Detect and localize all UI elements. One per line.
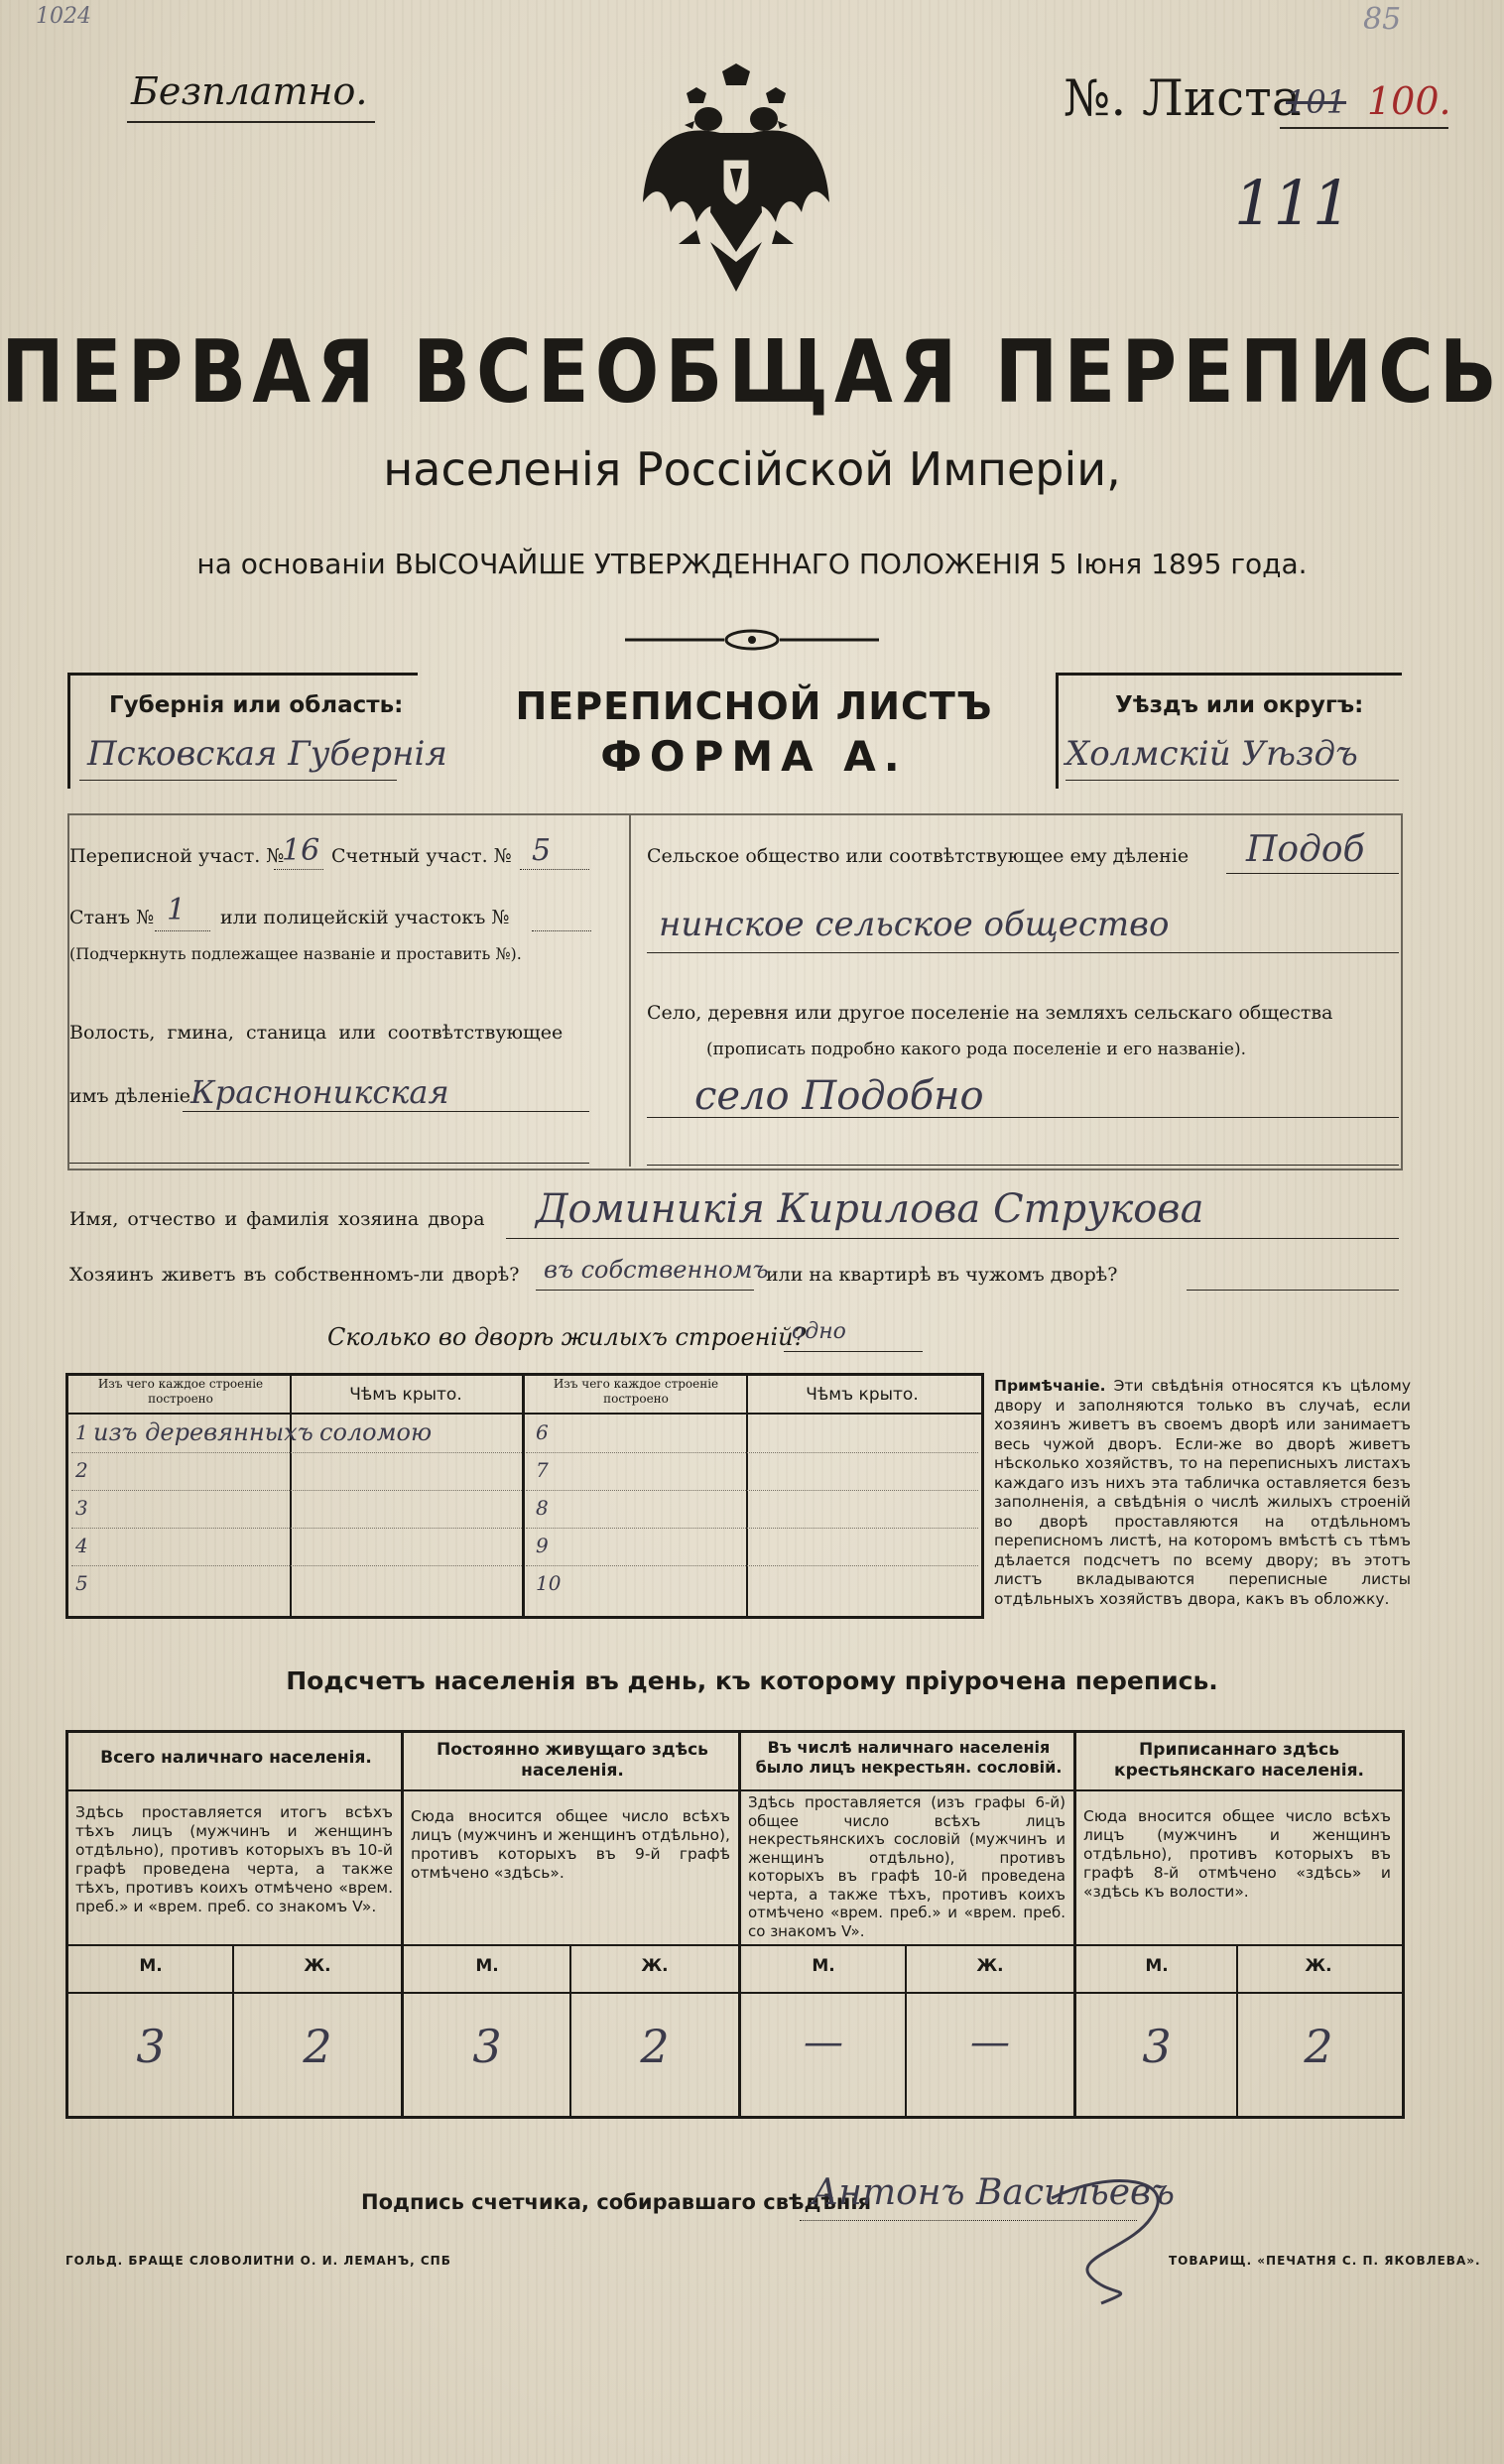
printer-mark-right: ТОВАРИЩ. «ПЕЧАТНЯ С. П. ЯКОВЛЕВА».: [1169, 2254, 1481, 2268]
row-line: [71, 1490, 522, 1491]
row-num: 4: [75, 1534, 88, 1557]
tally-col-desc: Здѣсь проставляется (изъ графы 6-й) общее число всѣхъ лицъ некрестьянскихъ сословій (мужчинъ и женщинъ отдѣльно), противъ которыхъ въ графѣ 10-й проведена черта, а также тѣхъ, противъ коихъ отмѣчено «врем. преб.» и «врем. преб. со знакомъ V».: [748, 1793, 1065, 1940]
owner-name-value[interactable]: Доминикія Кирилова Струкова: [536, 1186, 1204, 1232]
gubernia-underline: [79, 780, 397, 781]
row-num: 10: [536, 1571, 562, 1595]
society-line-2: [647, 952, 1399, 953]
free-underline: [127, 121, 375, 123]
tally-m-value[interactable]: 3: [1142, 2020, 1172, 2073]
volost-label-2: имъ дѣленіе: [69, 1085, 191, 1107]
buildings-table-middle: [522, 1373, 525, 1616]
tally-f-label: Ж.: [641, 1956, 669, 1976]
residence-label: Хозяинъ живетъ въ собственномъ-ли дворѣ?: [69, 1264, 520, 1286]
row-roof[interactable]: соломою: [319, 1418, 433, 1446]
buildings-col-material-right: Изъ чего каждое строеніе построено: [553, 1377, 719, 1406]
stan-line: [155, 930, 210, 931]
buildings-table: [65, 1373, 984, 1619]
tally-col-header: Въ числѣ наличнаго населенія было лицъ некрестьян. сословій.: [755, 1738, 1063, 1777]
sheet-number-label: №. Листа: [1064, 69, 1302, 127]
tally-m-value[interactable]: 3: [136, 2020, 166, 2073]
sheet-number-red: 100.: [1367, 79, 1451, 123]
volost-value[interactable]: Красноникская: [190, 1073, 449, 1111]
main-title: ПЕРВАЯ ВСЕОБЩАЯ ПЕРЕПИСЬ: [1, 320, 1503, 423]
tally-f-value[interactable]: 2: [640, 2020, 670, 2073]
signature-label: Подпись счетчика, собиравшаго свѣдѣнія: [361, 2190, 872, 2214]
tally-title: Подсчетъ населенія въ день, къ которому пріурочена перепись.: [286, 1666, 1218, 1695]
village-note: (прописать подробно какого рода поселеніе и его названіе).: [706, 1040, 1246, 1059]
free-label: Безплатно.: [131, 69, 368, 113]
form-letter: ФОРМА А.: [600, 732, 908, 781]
corner-number-right: 85: [1363, 2, 1402, 37]
note-text: Эти свѣдѣнія относятся къ цѣлому двору и заполняются только въ случаѣ, если хозяинъ живетъ въ своемъ дворѣ или занимаетъ весь чужой дворъ. Если-же во дворѣ живетъ нѣсколько хозяйствъ, то на переписныхъ листахъ каждаго изъ нихъ эта табличка оставляется безъ заполненія, а свѣдѣнія о числѣ жилыхъ строеній во дворѣ проставляются на отдѣльномъ переписномъ листѣ, на которомъ вмѣстѣ съ тѣмъ дѣлается подсчетъ по всему двору; въ этотъ листъ вкладываются переписные листы отдѣльныхъ хозяйствъ двора, какъ въ обложку.: [994, 1377, 1411, 1608]
form-title: ПЕРЕПИСНОЙ ЛИСТЪ: [515, 684, 993, 728]
buildings-col-roof-right: Чѣмъ крыто.: [806, 1385, 919, 1405]
police-line: [532, 930, 591, 931]
tally-f-value[interactable]: 2: [303, 2020, 332, 2073]
counting-district-value[interactable]: 5: [532, 833, 552, 868]
counting-district-label: Счетный участ. №: [331, 845, 512, 867]
row-material[interactable]: изъ деревянныхъ: [93, 1418, 313, 1446]
corner-number-left: 1024: [36, 4, 91, 29]
tally-m-label: М.: [475, 1956, 499, 1976]
tally-f-value[interactable]: —: [970, 2020, 1010, 2065]
buildings-label: Сколько во дворѣ жилыхъ строеній?: [327, 1323, 807, 1351]
ornament-divider: [625, 625, 879, 655]
tally-desc-line: [65, 1944, 1405, 1946]
sheet-number-handwritten: 111: [1234, 167, 1352, 239]
apartment-label: или на квартирѣ въ чужомъ дворѣ?: [766, 1264, 1118, 1286]
apartment-line: [1187, 1290, 1399, 1291]
buildings-line: [784, 1351, 923, 1352]
village-line-1: [647, 1117, 1399, 1118]
volost-label: Волость, гмина, станица или соотвѣтствующее: [69, 1022, 564, 1044]
buildings-col-left: [290, 1373, 292, 1616]
tally-col-header: Всего наличнаго населенія.: [100, 1748, 372, 1768]
tally-col-desc: Здѣсь проставляется итогъ всѣхъ тѣхъ лицъ (мужчинъ и женщинъ отдѣльно), противъ которыхъ въ 10-й графѣ проведена черта, а также тѣхъ, противъ коихъ отмѣчено «врем. преб.» и «врем. преб. со знакомъ V».: [75, 1803, 393, 1915]
tally-mf-line: [65, 1992, 1405, 1994]
underline-note: (Подчеркнуть подлежащее названіе и проставить №).: [69, 944, 522, 963]
row-num: 6: [536, 1420, 549, 1444]
row-line: [526, 1452, 978, 1453]
tally-f-label: Ж.: [304, 1956, 331, 1976]
owner-name-line: [506, 1238, 1399, 1239]
volost-line: [183, 1111, 589, 1112]
location-divider: [629, 813, 631, 1167]
tally-col-desc: Сюда вносится общее число всѣхъ лицъ (мужчинъ и женщинъ отдѣльно), противъ которыхъ въ 9-й графѣ отмѣчено «здѣсь».: [411, 1807, 730, 1882]
sheet-number-crossed: 101: [1286, 83, 1347, 121]
tally-divider: [401, 1730, 404, 2119]
tally-f-value[interactable]: 2: [1304, 2020, 1333, 2073]
society-value-2[interactable]: нинское сельское общество: [659, 905, 1170, 944]
row-num: 5: [75, 1571, 88, 1595]
tally-m-label: М.: [139, 1956, 163, 1976]
volost-extra-line: [69, 1163, 589, 1164]
buildings-col-material-left: Изъ чего каждое строеніе построено: [97, 1377, 264, 1406]
row-num: 9: [536, 1534, 549, 1557]
note-lead: Примѣчаніе.: [994, 1377, 1106, 1395]
row-num: 7: [536, 1458, 549, 1482]
imperial-eagle-emblem: [637, 63, 835, 311]
row-num: 3: [75, 1496, 88, 1520]
row-line: [526, 1565, 978, 1566]
buildings-header-line: [65, 1413, 984, 1415]
enumerator-signature[interactable]: Антонъ Васильевъ: [812, 2172, 1175, 2213]
stan-value[interactable]: 1: [167, 893, 187, 927]
society-line-1: [1226, 873, 1399, 874]
census-district-line: [274, 869, 323, 870]
village-value[interactable]: село Подобно: [694, 1073, 984, 1119]
counting-district-line: [520, 869, 589, 870]
row-line: [526, 1490, 978, 1491]
tally-col-header: Постоянно живущаго здѣсь населенія.: [437, 1740, 708, 1781]
printer-mark-left: ГОЛЬД. БРАЩЕ СЛОВОЛИТНИ О. И. ЛЕМАНЪ, СПБ: [65, 2254, 451, 2268]
owner-name-label: Имя, отчество и фамилія хозяина двора: [69, 1208, 485, 1230]
tally-divider: [738, 1730, 741, 2119]
tally-f-label: Ж.: [976, 1956, 1004, 1976]
tally-col-desc: Сюда вносится общее число всѣхъ лицъ (мужчинъ и женщинъ отдѣльно), противъ которыхъ въ графѣ 8-й отмѣчено «здѣсь» и «здѣсь къ волости».: [1083, 1807, 1391, 1901]
tally-m-value[interactable]: —: [804, 2020, 843, 2065]
tally-col-header: Приписаннаго здѣсь крестьянскаго населенія.: [1114, 1740, 1364, 1781]
buildings-value[interactable]: одно: [792, 1319, 846, 1344]
census-district-label: Переписной участ. №: [69, 845, 285, 867]
tally-m-value[interactable]: 3: [472, 2020, 502, 2073]
note-block: [994, 1377, 1411, 1609]
police-label: или полицейскій участокъ №: [220, 907, 510, 928]
buildings-col-roof-left: Чѣмъ крыто.: [349, 1385, 462, 1405]
residence-line: [536, 1290, 754, 1291]
subtitle: населенія Россійской Имперіи,: [383, 442, 1121, 496]
village-line-2: [647, 1165, 1399, 1166]
tally-m-label: М.: [812, 1956, 835, 1976]
buildings-col-right: [746, 1373, 748, 1616]
row-line: [71, 1565, 522, 1566]
society-label: Сельское общество или соотвѣтствующее ему дѣленіе: [647, 845, 1190, 867]
tally-m-label: М.: [1145, 1956, 1169, 1976]
gubernia-label: Губернія или область:: [109, 692, 404, 718]
census-district-value[interactable]: 16: [282, 833, 320, 868]
tally-divider: [1073, 1730, 1076, 2119]
stan-label: Станъ №: [69, 907, 155, 928]
row-num: 2: [75, 1458, 88, 1482]
row-num: 1: [75, 1420, 88, 1444]
tally-f-label: Ж.: [1305, 1956, 1332, 1976]
legal-basis: на основаніи ВЫСОЧАЙШЕ УТВЕРЖДЕННАГО ПОЛОЖЕНІЯ 5 Іюня 1895 года.: [196, 548, 1308, 580]
uezd-label: Уѣздъ или округъ:: [1115, 692, 1364, 718]
gubernia-value[interactable]: Псковская Губернія: [87, 734, 447, 774]
signature-flourish: [1032, 2158, 1200, 2307]
sheet-number-underline: [1280, 127, 1448, 129]
row-line: [526, 1528, 978, 1529]
society-value-1[interactable]: Подоб: [1246, 829, 1365, 870]
uezd-underline: [1065, 780, 1399, 781]
uezd-value[interactable]: Холмскій Уѣздъ: [1065, 734, 1358, 774]
row-num: 8: [536, 1496, 549, 1520]
village-label: Село, деревня или другое поселеніе на земляхъ сельскаго общества: [647, 1002, 1333, 1024]
residence-value[interactable]: въ собственномъ: [544, 1256, 769, 1284]
row-line: [71, 1528, 522, 1529]
row-line: [71, 1452, 522, 1453]
tally-header-line: [65, 1789, 1405, 1791]
